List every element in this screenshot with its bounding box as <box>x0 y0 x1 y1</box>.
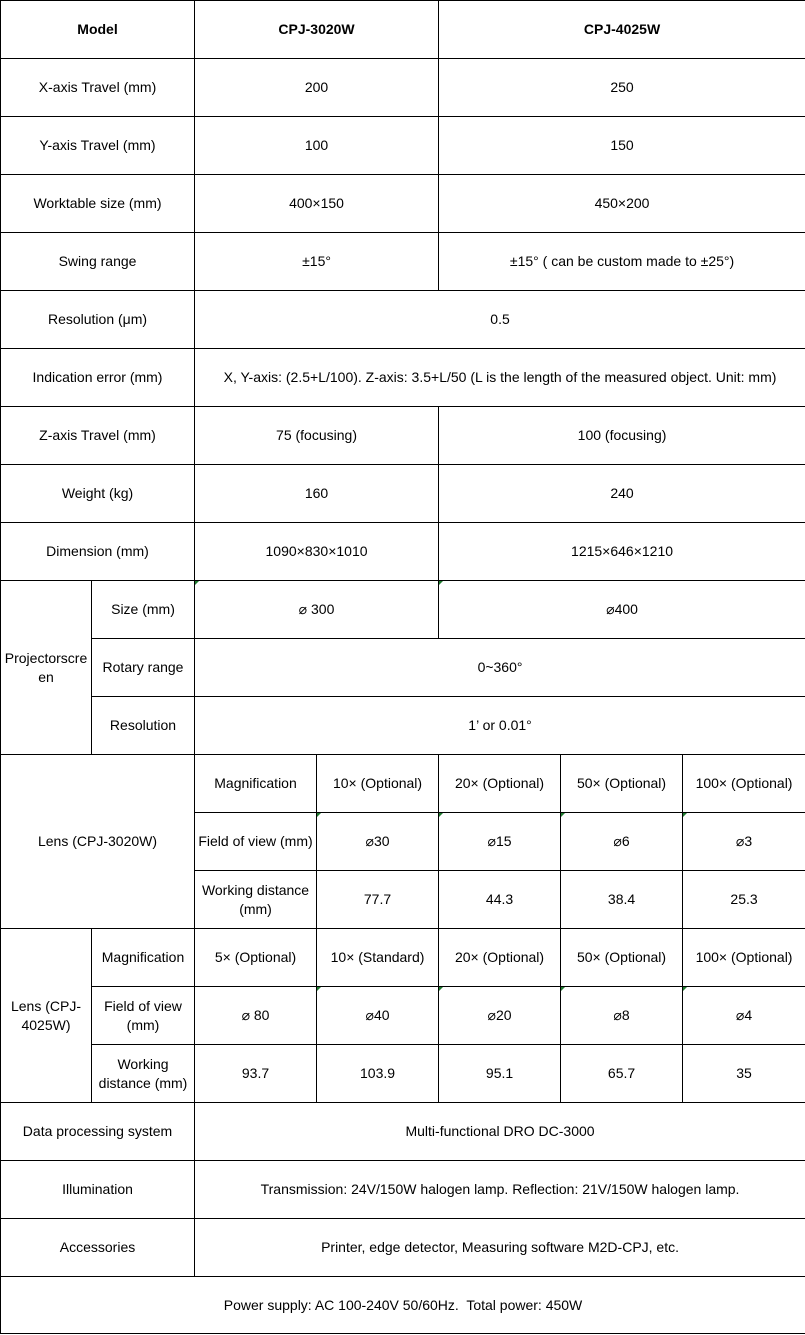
cell-value: 95.1 <box>439 1045 561 1103</box>
row-label: Weight (kg) <box>1 465 195 523</box>
table-row <box>1 1277 805 1334</box>
table-row <box>1 639 805 697</box>
header-cpj-4025w: CPJ-4025W <box>439 1 805 59</box>
table-row <box>1 349 805 407</box>
table-row <box>1 581 805 639</box>
cell-value: ⌀8 <box>561 987 683 1045</box>
row-label: Resolution <box>92 697 195 755</box>
cell-value: ±15° <box>195 233 439 291</box>
cell-value: 103.9 <box>317 1045 439 1103</box>
cell-value: 10× (Standard) <box>317 929 439 987</box>
table-row <box>1 233 805 291</box>
table-row <box>1 175 805 233</box>
cell-value: ⌀6 <box>561 813 683 871</box>
row-label: Worktable size (mm) <box>1 175 195 233</box>
cell-value: 100× (Optional) <box>683 755 805 813</box>
table-row <box>1 59 805 117</box>
table-row <box>1 465 805 523</box>
cell-value: 5× (Optional) <box>195 929 317 987</box>
row-label: Z-axis Travel (mm) <box>1 407 195 465</box>
header-model: Model <box>1 1 195 59</box>
row-label: Field of view (mm) <box>92 987 195 1045</box>
cell-value: X, Y-axis: (2.5+L/100). Z-axis: 3.5+L/50 (L is the length of the measured object. Unit: mm) <box>195 349 805 407</box>
cell-value: ⌀30 <box>317 813 439 871</box>
cell-value: 20× (Optional) <box>439 755 561 813</box>
cell-value: Multi-functional DRO DC-3000 <box>195 1103 805 1161</box>
row-label: Indication error (mm) <box>1 349 195 407</box>
table-row <box>1 407 805 465</box>
cell-value: Transmission: 24V/150W halogen lamp. Reflection: 21V/150W halogen lamp. <box>195 1161 805 1219</box>
row-label: X-axis Travel (mm) <box>1 59 195 117</box>
row-label: Field of view (mm) <box>195 813 317 871</box>
cell-value: 250 <box>439 59 805 117</box>
row-label: Dimension (mm) <box>1 523 195 581</box>
cell-value: 25.3 <box>683 871 805 929</box>
cell-value: 450×200 <box>439 175 805 233</box>
table-row <box>1 117 805 175</box>
table-row <box>1 929 805 987</box>
row-label: Illumination <box>1 1161 195 1219</box>
cell-value: ⌀15 <box>439 813 561 871</box>
row-label: Magnification <box>92 929 195 987</box>
row-label: Size (mm) <box>92 581 195 639</box>
cell-value: 0~360° <box>195 639 805 697</box>
group-label-projector: Projectorscreen <box>1 581 92 755</box>
cell-value: 50× (Optional) <box>561 755 683 813</box>
cell-value: 150 <box>439 117 805 175</box>
table-row <box>1 1103 805 1161</box>
cell-value: 100 (focusing) <box>439 407 805 465</box>
table-row <box>1 1161 805 1219</box>
header-row <box>1 1 805 59</box>
cell-value: ⌀ 80 <box>195 987 317 1045</box>
cell-value: 75 (focusing) <box>195 407 439 465</box>
cell-value: 160 <box>195 465 439 523</box>
row-label: Working distance (mm) <box>195 871 317 929</box>
cell-value: Printer, edge detector, Measuring software M2D-CPJ, etc. <box>195 1219 805 1277</box>
cell-value: ±15° ( can be custom made to ±25°) <box>439 233 805 291</box>
cell-value: ⌀4 <box>683 987 805 1045</box>
cell-value: 1215×646×1210 <box>439 523 805 581</box>
cell-value: 65.7 <box>561 1045 683 1103</box>
table-row <box>1 1219 805 1277</box>
cell-value: 77.7 <box>317 871 439 929</box>
table-row <box>1 697 805 755</box>
cell-value: 93.7 <box>195 1045 317 1103</box>
table-row <box>1 1045 805 1103</box>
cell-value: ⌀400 <box>439 581 805 639</box>
table-row <box>1 523 805 581</box>
cell-value: ⌀3 <box>683 813 805 871</box>
row-label: Swing range <box>1 233 195 291</box>
cell-value: 1090×830×1010 <box>195 523 439 581</box>
row-label: Resolution (μm) <box>1 291 195 349</box>
cell-value: 0.5 <box>195 291 805 349</box>
cell-value: 38.4 <box>561 871 683 929</box>
power-supply-note: Power supply: AC 100-240V 50/60Hz. Total power: 450W <box>1 1277 805 1334</box>
row-label: Accessories <box>1 1219 195 1277</box>
table-row <box>1 755 805 813</box>
cell-value: 240 <box>439 465 805 523</box>
row-label: Data processing system <box>1 1103 195 1161</box>
table-row <box>1 291 805 349</box>
row-label: Y-axis Travel (mm) <box>1 117 195 175</box>
table-row <box>1 987 805 1045</box>
cell-value: 1’ or 0.01° <box>195 697 805 755</box>
cell-value: 10× (Optional) <box>317 755 439 813</box>
cell-value: 200 <box>195 59 439 117</box>
cell-value: ⌀40 <box>317 987 439 1045</box>
header-cpj-3020w: CPJ-3020W <box>195 1 439 59</box>
row-label: Magnification <box>195 755 317 813</box>
cell-value: 50× (Optional) <box>561 929 683 987</box>
row-label: Rotary range <box>92 639 195 697</box>
cell-value: 20× (Optional) <box>439 929 561 987</box>
cell-value: ⌀20 <box>439 987 561 1045</box>
group-label-lens-4025: Lens (CPJ-4025W) <box>1 929 92 1103</box>
cell-value: 400×150 <box>195 175 439 233</box>
group-label-lens-3020: Lens (CPJ-3020W) <box>1 755 195 929</box>
cell-value: 100× (Optional) <box>683 929 805 987</box>
row-label: Working distance (mm) <box>92 1045 195 1103</box>
cell-value: 100 <box>195 117 439 175</box>
cell-value: 35 <box>683 1045 805 1103</box>
cell-value: ⌀ 300 <box>195 581 439 639</box>
cell-value: 44.3 <box>439 871 561 929</box>
